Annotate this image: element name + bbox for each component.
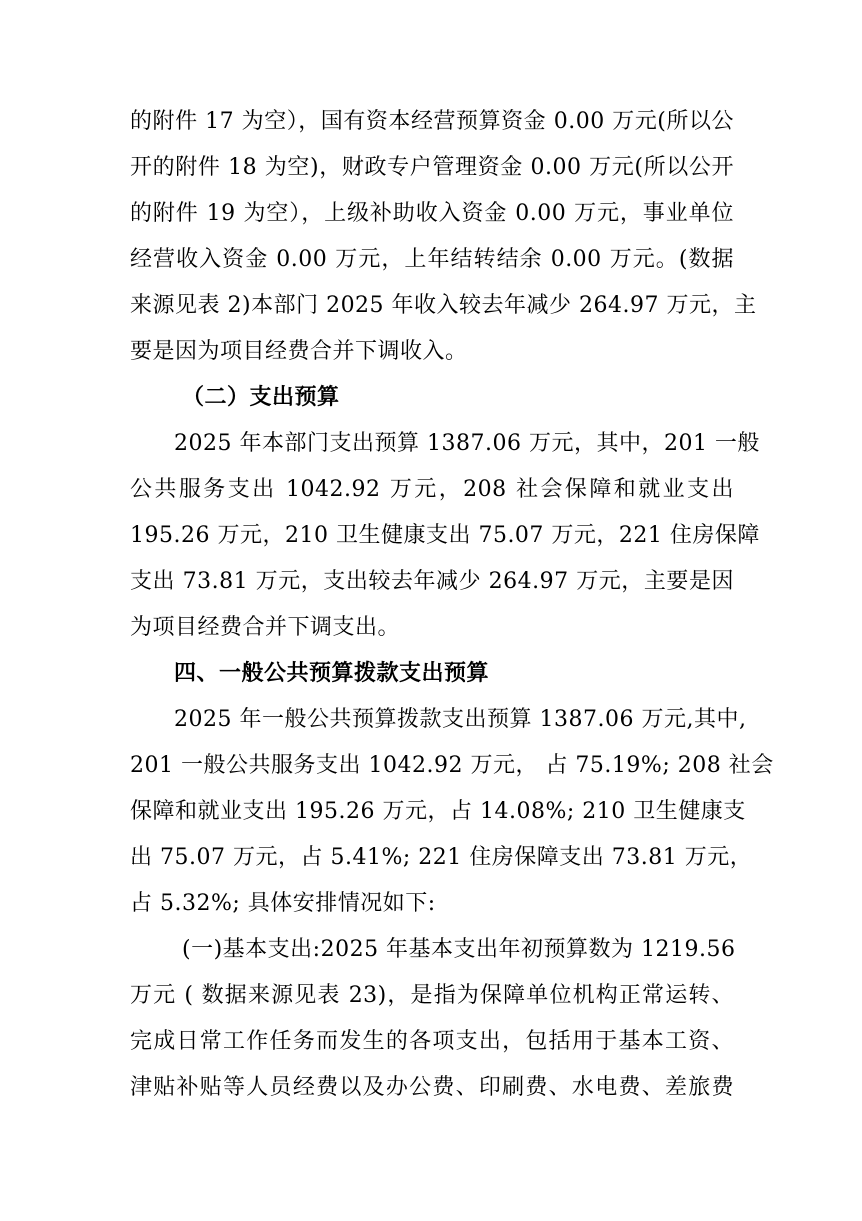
section-heading: 四、一般公共预算拨款支出预算	[174, 661, 490, 686]
text-line: 来源见表 2)本部门 2025 年收入较去年减少 264.97 万元，主	[130, 293, 757, 318]
text-line: 195.26 万元，210 卫生健康支出 75.07 万元，221 住房保障	[130, 523, 760, 548]
section-heading: （二）支出预算	[182, 385, 340, 410]
text-line: 经营收入资金 0.00 万元，上年结转结余 0.00 万元。(数据	[130, 247, 734, 272]
text-line: 津贴补贴等人员经费以及办公费、印刷费、水电费、差旅费	[130, 1075, 734, 1100]
text-line: (一)基本支出:2025 年基本支出年初预算数为 1219.56	[182, 937, 736, 962]
text-line: 2025 年一般公共预算拨款支出预算 1387.06 万元,其中,	[174, 707, 747, 732]
text-line: 的附件 17 为空），国有资本经营预算资金 0.00 万元(所以公	[130, 109, 734, 134]
text-line: 开的附件 18 为空)，财政专户管理资金 0.00 万元(所以公开	[130, 155, 734, 180]
text-line: 要是因为项目经费合并下调收入。	[130, 339, 468, 364]
text-line: 2025 年本部门支出预算 1387.06 万元，其中，201 一般	[174, 431, 760, 456]
text-line: 保障和就业支出 195.26 万元，占 14.08%; 210 卫生健康支	[130, 799, 746, 824]
text-line: 公共服务支出 1042.92 万元，208 社会保障和就业支出	[130, 477, 734, 502]
text-line: 201 一般公共服务支出 1042.92 万元， 占 75.19%; 208 社会	[130, 753, 774, 778]
text-line: 出 75.07 万元，占 5.41%; 221 住房保障支出 73.81 万元，	[130, 845, 753, 870]
text-line: 完成日常工作任务而发生的各项支出，包括用于基本工资、	[130, 1029, 734, 1054]
text-line: 的附件 19 为空），上级补助收入资金 0.00 万元，事业单位	[130, 201, 734, 226]
text-line: 万元 ( 数据来源见表 23)，是指为保障单位机构正常运转、	[130, 983, 734, 1008]
text-line: 占 5.32%; 具体安排情况如下:	[130, 891, 436, 916]
text-line: 支出 73.81 万元，支出较去年减少 264.97 万元，主要是因	[130, 569, 734, 594]
text-line: 为项目经费合并下调支出。	[130, 615, 401, 640]
